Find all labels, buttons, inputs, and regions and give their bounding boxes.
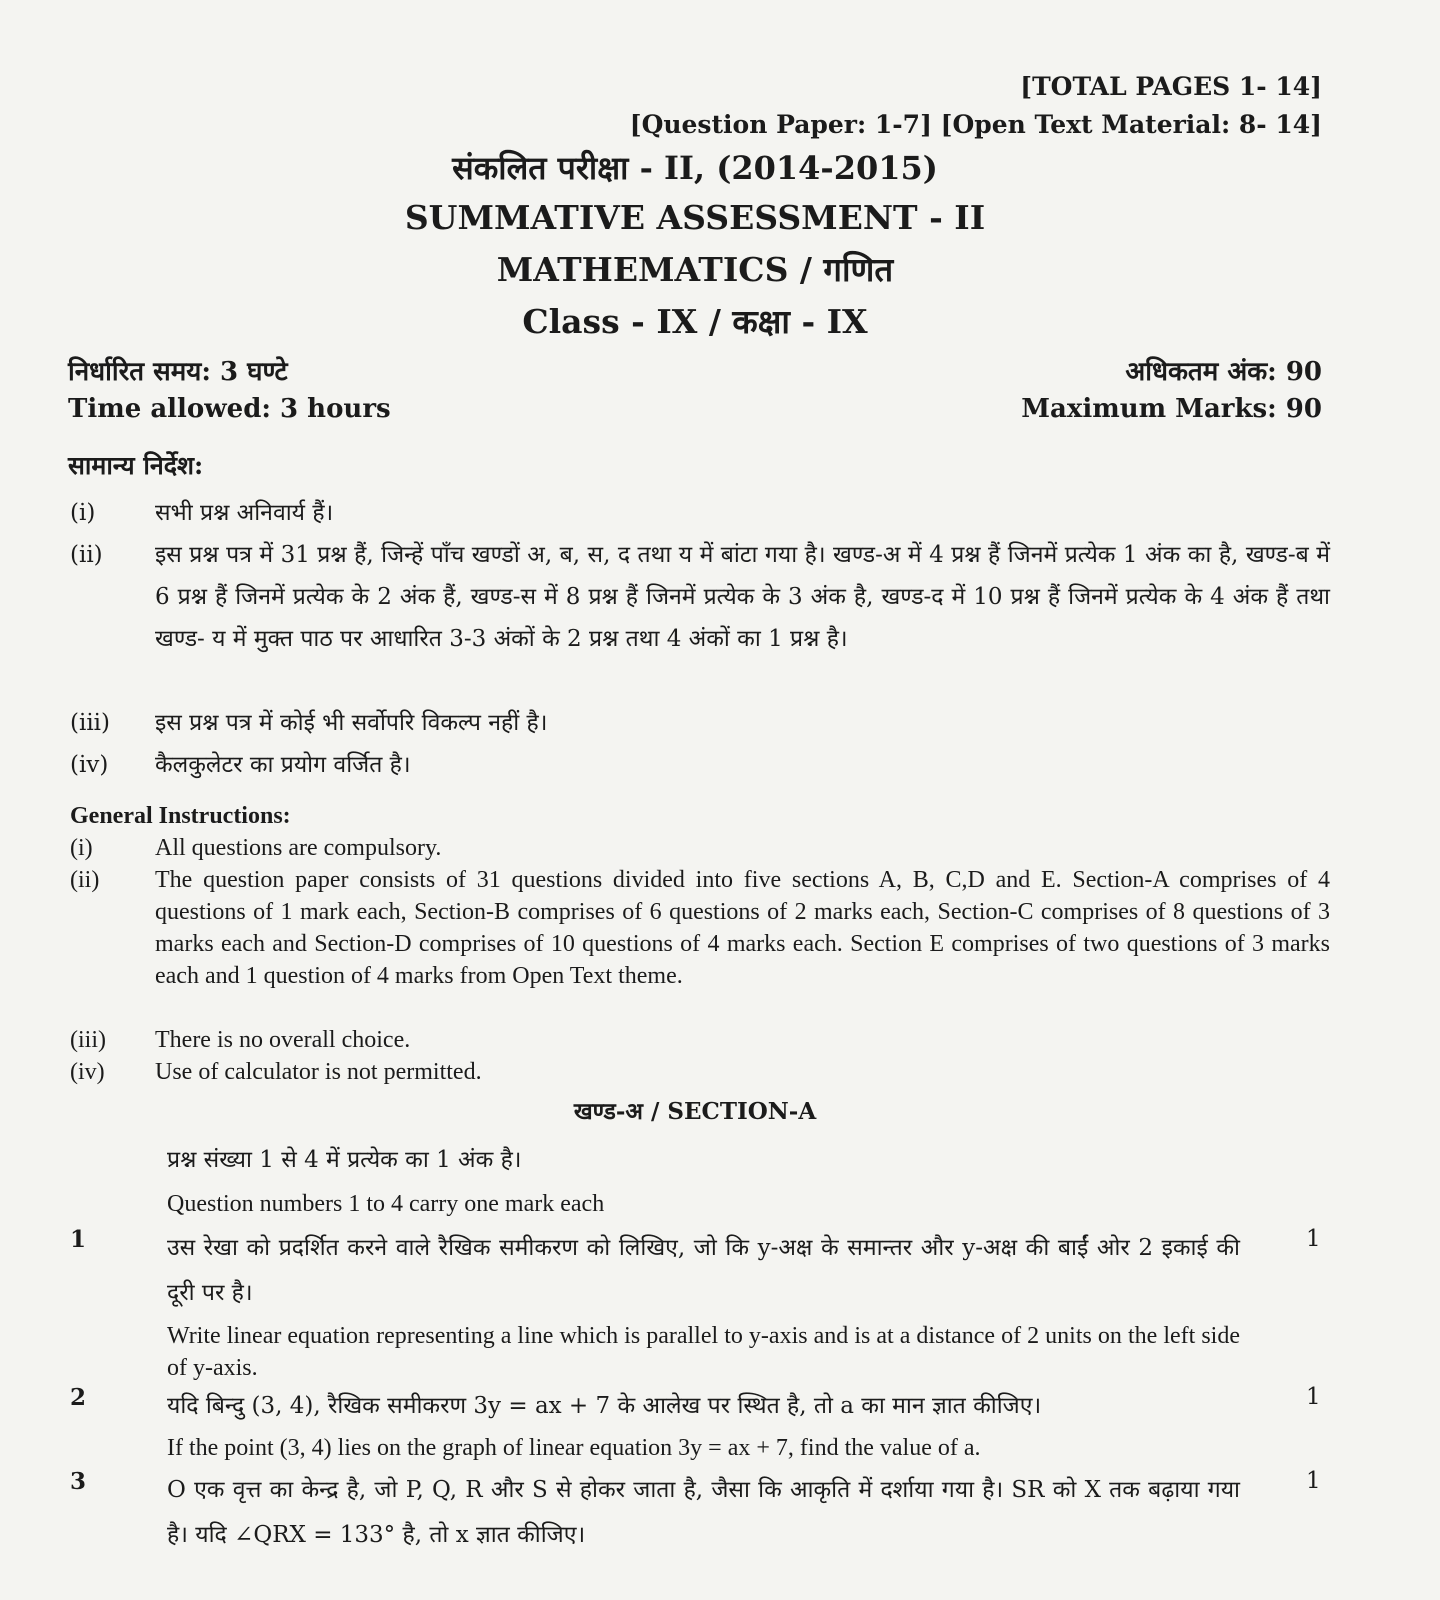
class-title: Class - IX / कक्षा - IX <box>522 302 868 341</box>
question-number: 2 <box>70 1384 87 1411</box>
question-text-english: Write linear equation representing a line which is parallel to y-axis and is at a distance of 2 units on the left side of y-axis. <box>167 1323 1240 1381</box>
question-3 <box>0 1468 1440 1568</box>
hindi-instruction-item <box>0 534 1440 704</box>
time-allowed-english: Time allowed: 3 hours <box>68 394 391 424</box>
question-number: 3 <box>70 1468 87 1495</box>
item-number: (i) <box>70 835 93 861</box>
item-text: The question paper consists of 31 questions divided into five sections A, B, C,D and E. Section-A comprises of 4 questions of 1 mark each, Section-B comprises of 6 questions of 2 marks each, Section-C comprises of 8 questions of 3 marks each and Section-D comprises of 10 questions of 4 marks each. Section E comprises of two questions of 3 marks each and 1 question of 4 marks from Open Text theme. <box>155 867 1330 989</box>
max-marks-english: Maximum Marks: 90 <box>1021 394 1322 424</box>
hindi-instruction-item <box>0 702 1440 746</box>
general-instructions-heading: General Instructions: <box>70 803 291 829</box>
question-text-english: If the point (3, 4) lies on the graph of linear equation 3y = ax + 7, find the value of a. <box>167 1435 981 1461</box>
question-text-hindi: O एक वृत्त का केन्द्र है, जो P, Q, R और S से होकर जाता है, जैसा कि आकृति में दर्शाया गया है। SR को X तक बढ़ाया गया है। यदि ∠QRX = 133° है, तो x ज्ञात कीजिए। <box>167 1477 1240 1548</box>
item-text: सभी प्रश्न अनिवार्य हैं। <box>155 500 334 526</box>
english-instruction-item <box>0 1056 1440 1088</box>
question-marks: 1 <box>1306 1384 1321 1410</box>
item-text: इस प्रश्न पत्र में कोई भी सर्वोपरि विकल्प नहीं है। <box>155 710 548 736</box>
item-number: (iv) <box>70 752 109 778</box>
time-allowed-hindi: निर्धारित समय: 3 घण्टे <box>68 357 288 387</box>
hindi-instruction-item <box>0 492 1440 536</box>
question-marks: 1 <box>1306 1468 1321 1494</box>
english-instruction-item <box>0 864 1440 1024</box>
item-number: (i) <box>70 500 96 526</box>
item-text: कैलकुलेटर का प्रयोग वर्जित है। <box>155 752 411 778</box>
item-text: There is no overall choice. <box>155 1027 411 1053</box>
section-title: खण्ड-अ / SECTION-A <box>573 1098 817 1125</box>
question-number: 1 <box>70 1226 87 1253</box>
question-text-hindi: उस रेखा को प्रदर्शित करने वाले रैखिक समीकरण को लिखिए, जो कि y-अक्ष के समान्तर और y-अक्ष की बाईं ओर 2 इकाई की दूरी पर है। <box>167 1235 1240 1306</box>
question-text-hindi: यदि बिन्दु (3, 4), रैखिक समीकरण 3y = ax + 7 के आलेख पर स्थित है, तो a का मान ज्ञात कीजिए। <box>167 1393 1042 1419</box>
item-number: (iii) <box>70 710 111 736</box>
question-2 <box>0 1384 1440 1464</box>
question-1 <box>0 1226 1440 1381</box>
exam-title-hindi: संकलित परीक्षा - II, (2014-2015) <box>452 149 938 187</box>
item-text: इस प्रश्न पत्र में 31 प्रश्न हैं, जिन्हें पाँच खण्डों अ, ब, स, द तथा य में बांटा गया है। खण्ड-अ में 4 प्रश्न हैं जिनमें प्रत्येक 1 अंक का है, खण्ड-ब में 6 प्रश्न हैं जिनमें प्रत्येक के 2 अंक हैं, खण्ड-स में 8 प्रश्न हैं जिनमें प्रत्येक के 3 अंक है, खण्ड-द में 10 प्रश्न हैं जिनमें प्रत्येक के 4 अंक हैं तथा खण्ड- य में मुक्त पाठ पर आधारित 3-3 अंकों के 2 प्रश्न तथा 4 अंकों का 1 प्रश्न है। <box>155 542 1330 652</box>
question-marks: 1 <box>1306 1226 1321 1252</box>
item-text: Use of calculator is not permitted. <box>155 1059 482 1085</box>
english-instruction-item <box>0 1024 1440 1056</box>
section-note-english: Question numbers 1 to 4 carry one mark each <box>167 1191 605 1217</box>
item-number: (iv) <box>70 1059 105 1085</box>
item-text: All questions are compulsory. <box>155 835 442 861</box>
item-number: (ii) <box>70 867 100 893</box>
paper-split: [Question Paper: 1-7] [Open Text Material: 8- 14] <box>629 110 1322 139</box>
subject-title: MATHEMATICS / गणित <box>496 250 894 289</box>
hindi-instruction-item <box>0 744 1440 788</box>
english-instruction-item <box>0 832 1440 864</box>
exam-title-english: SUMMATIVE ASSESSMENT - II <box>404 198 986 237</box>
item-number: (iii) <box>70 1027 106 1053</box>
section-note-hindi: प्रश्न संख्या 1 से 4 में प्रत्येक का 1 अंक है। <box>167 1147 522 1173</box>
total-pages: [TOTAL PAGES 1- 14] <box>1020 72 1322 101</box>
hindi-instructions-heading: सामान्य निर्देश: <box>68 451 204 480</box>
item-number: (ii) <box>70 542 103 568</box>
max-marks-hindi: अधिकतम अंक: 90 <box>1125 357 1322 387</box>
